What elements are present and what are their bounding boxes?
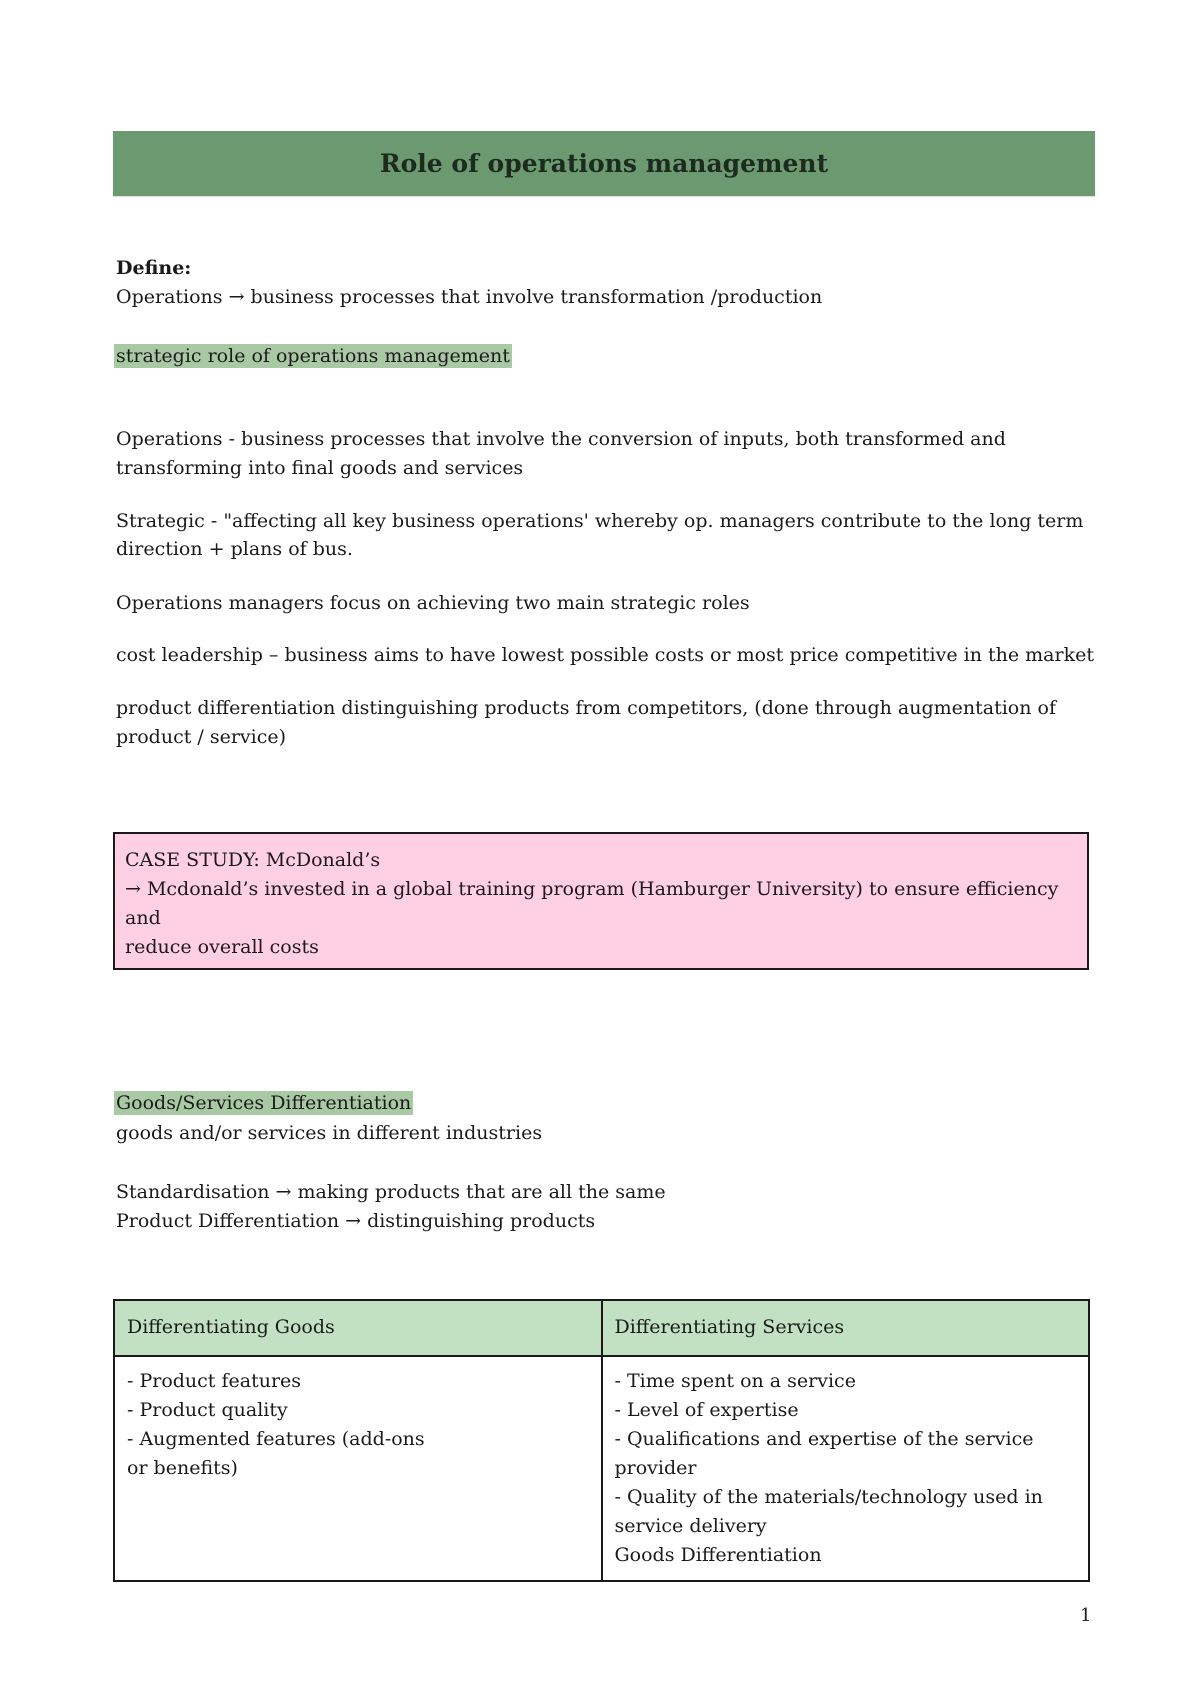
goods-item: - Product features: [127, 1370, 302, 1392]
operations-definition-line-1: Operations - business processes that involve the conversion of inputs, both transformed and: [116, 428, 1006, 450]
services-column-header: Differentiating Services: [602, 1300, 1090, 1356]
differentiation-heading: [116, 1089, 413, 1118]
two-strategic-roles-text: Operations managers focus on achieving two main strategic roles: [116, 592, 750, 614]
page-number: 1: [1080, 1605, 1092, 1626]
services-item: service delivery: [614, 1515, 767, 1537]
services-item: Goods Differentiation: [614, 1544, 822, 1566]
case-study-box: [113, 832, 1089, 970]
differentiation-heading-text: Goods/Services Differentiation: [116, 1092, 412, 1114]
title-banner: [113, 131, 1095, 196]
goods-item: or benefits): [127, 1457, 238, 1479]
services-item: - Level of expertise: [614, 1399, 799, 1421]
operations-short-definition: Operations → business processes that involve transformation /production: [116, 286, 823, 308]
case-study-title: CASE STUDY: McDonald’s: [125, 849, 381, 871]
case-study-line-1: → Mcdonald’s invested in a global training program (Hamburger University) to ensure efficiency and: [125, 878, 1059, 929]
table-header-row: [114, 1300, 1089, 1356]
product-differentiation-definition: Product Differentiation → distinguishing products: [116, 1210, 596, 1232]
goods-column-header: Differentiating Goods: [114, 1300, 602, 1356]
standardisation-text: Standardisation → making products that are all the same: [116, 1181, 666, 1203]
differentiation-subtext: goods and/or services in different industries: [116, 1122, 543, 1144]
services-item: - Time spent on a service: [614, 1370, 856, 1392]
goods-item: - Product quality: [127, 1399, 288, 1421]
services-item: - Quality of the materials/technology used in: [614, 1486, 1043, 1508]
strategic-role-heading: [116, 342, 512, 371]
page-title: Role of operations management: [379, 149, 829, 178]
goods-item: - Augmented features (add-ons: [127, 1428, 425, 1450]
strategic-definition-line-2: direction + plans of bus.: [116, 538, 353, 560]
differentiation-table: [113, 1299, 1090, 1582]
services-cell: [602, 1356, 1090, 1581]
goods-cell: [114, 1356, 602, 1581]
define-label: Define:: [116, 257, 192, 279]
services-item: - Qualifications and expertise of the service: [614, 1428, 1034, 1450]
services-item: provider: [614, 1457, 697, 1479]
strategic-role-heading-text: strategic role of operations management: [116, 345, 510, 367]
table-row: [114, 1356, 1089, 1581]
case-study-line-2: reduce overall costs: [125, 936, 319, 958]
operations-definition-line-2: transforming into final goods and services: [116, 457, 524, 479]
strategic-definition-line-1: Strategic - "affecting all key business operations' whereby op. managers contribute to the long term: [116, 510, 1084, 532]
cost-leadership-text: cost leadership – business aims to have lowest possible costs or most price competitive in the market: [116, 644, 1094, 666]
product-differentiation-line-1: product differentiation distinguishing products from competitors, (done through augmentation of: [116, 697, 1056, 719]
product-differentiation-line-2: product / service): [116, 726, 287, 748]
